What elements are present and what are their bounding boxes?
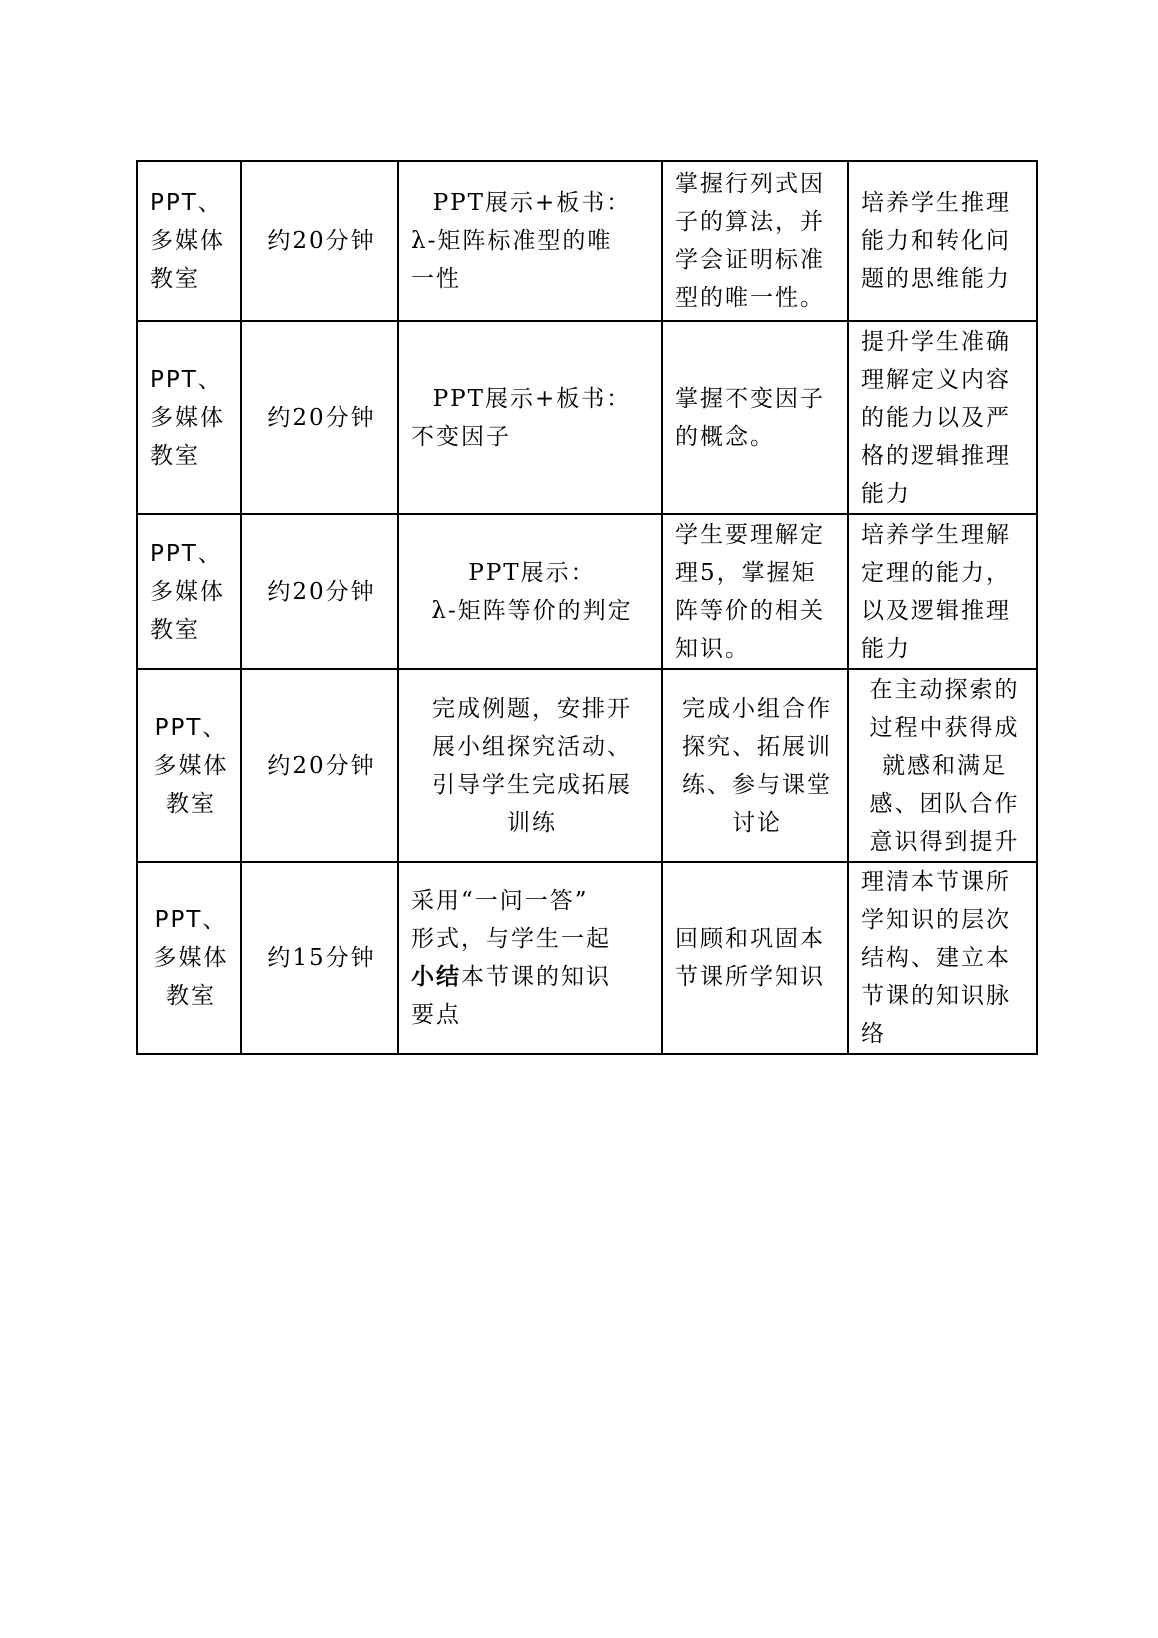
student-activity-cell	[662, 862, 848, 1054]
goal-line: 在主动探索的	[869, 676, 1020, 703]
student-line: 子的算法，并	[675, 209, 825, 235]
resource-line: PPT、	[150, 540, 223, 567]
resource-line: 多媒体	[150, 578, 225, 605]
goal-line: 络	[861, 1021, 886, 1047]
activity-line: 完成例题，安排开	[432, 695, 632, 722]
resource-line: 教室	[166, 790, 216, 817]
resource-cell	[137, 161, 241, 321]
resource-line: 多媒体	[150, 228, 225, 254]
resource-cell	[137, 321, 241, 514]
resource-cell	[137, 514, 241, 669]
student-line: 型的唯一性。	[675, 285, 825, 311]
goal-line: 定理的能力，	[861, 559, 1011, 586]
resource-line: 多媒体	[150, 404, 225, 431]
goal-line: 提升学生准确	[861, 328, 1011, 355]
activity-line: 训练	[507, 809, 557, 836]
lesson-plan-table	[136, 160, 1038, 1055]
activity-line: 形式，与学生一起	[411, 926, 611, 952]
student-activity-cell	[662, 321, 848, 514]
resource-cell	[137, 669, 241, 862]
student-line: 完成小组合作	[682, 695, 832, 722]
table-row	[137, 862, 1037, 1054]
activity-line: λ-矩阵等价的判定	[431, 597, 633, 624]
goal-line: 以及逻辑推理	[861, 597, 1011, 624]
goal-line: 能力和转化问	[861, 228, 1011, 254]
student-line: 理5，掌握矩	[675, 559, 817, 586]
bold-summary-text: 小结	[411, 963, 461, 990]
goal-line: 能力	[861, 480, 911, 507]
student-line: 阵等价的相关	[675, 597, 825, 624]
goal-cell	[848, 514, 1037, 669]
table-row	[137, 669, 1037, 862]
goal-line: 过程中获得成	[869, 714, 1020, 741]
duration-text: 约20分钟	[267, 578, 376, 605]
activity-line: 展小组探究活动、	[432, 733, 632, 760]
duration-cell	[241, 669, 398, 862]
activity-line: 不变因子	[411, 423, 511, 450]
goal-line: 理清本节课所	[861, 869, 1011, 895]
activity-cell	[398, 161, 662, 321]
goal-cell	[848, 321, 1037, 514]
student-line: 掌握行列式因	[675, 171, 825, 197]
resource-line: 教室	[150, 616, 200, 643]
activity-line: 采用“一问一答”	[411, 888, 589, 914]
resource-line: 多媒体	[153, 752, 229, 779]
resource-line: 教室	[166, 983, 216, 1009]
resource-cell	[137, 862, 241, 1054]
goal-line: 学知识的层次	[861, 907, 1011, 933]
resource-line: PPT、	[150, 366, 223, 393]
student-line: 学生要理解定	[675, 521, 825, 548]
duration-text: 约20分钟	[267, 228, 376, 254]
duration-text: 约15分钟	[267, 945, 376, 971]
student-activity-cell	[662, 669, 848, 862]
goal-line: 能力	[861, 635, 911, 662]
resource-line: 教室	[150, 266, 200, 292]
activity-text: 本节课的知识	[461, 964, 611, 990]
goal-line: 培养学生理解	[861, 521, 1011, 548]
resource-line: PPT、	[154, 714, 228, 741]
goal-cell	[848, 862, 1037, 1054]
goal-line: 格的逻辑推理	[861, 442, 1011, 469]
table-row	[137, 321, 1037, 514]
activity-cell	[398, 514, 662, 669]
goal-line: 理解定义内容	[861, 366, 1011, 393]
resource-line: 教室	[150, 442, 200, 469]
activity-line: 引导学生完成拓展	[432, 771, 632, 798]
student-line: 掌握不变因子	[675, 385, 825, 412]
activity-line: 要点	[411, 1002, 461, 1028]
student-activity-cell	[662, 514, 848, 669]
activity-line: 一性	[411, 266, 461, 292]
student-line: 练、参与课堂	[682, 771, 832, 798]
student-activity-cell	[662, 161, 848, 321]
table-row	[137, 161, 1037, 321]
goal-line: 就感和满足	[882, 752, 1007, 779]
activity-line: PPT展示：	[468, 559, 596, 586]
goal-line: 的能力以及严	[861, 404, 1011, 431]
student-line: 知识。	[675, 635, 750, 662]
goal-line: 培养学生推理	[861, 190, 1011, 216]
student-line: 学会证明标准	[675, 247, 825, 273]
resource-line: 多媒体	[153, 945, 229, 971]
duration-text: 约20分钟	[267, 404, 376, 431]
goal-line: 感、团队合作	[869, 790, 1020, 817]
resource-line: PPT、	[150, 190, 223, 216]
table-row	[137, 514, 1037, 669]
activity-cell	[398, 862, 662, 1054]
duration-cell	[241, 321, 398, 514]
duration-cell	[241, 161, 398, 321]
activity-line: PPT展示+板书：	[432, 190, 632, 216]
activity-line	[411, 958, 653, 996]
duration-cell	[241, 862, 398, 1054]
goal-line: 结构、建立本	[861, 945, 1011, 971]
goal-line: 题的思维能力	[861, 266, 1011, 292]
activity-cell	[398, 669, 662, 862]
activity-line: PPT展示+板书：	[432, 385, 632, 412]
goal-line: 节课的知识脉	[861, 983, 1011, 1009]
goal-cell	[848, 161, 1037, 321]
goal-line: 意识得到提升	[869, 828, 1020, 855]
student-line: 节课所学知识	[675, 964, 825, 990]
activity-cell	[398, 321, 662, 514]
activity-line: λ-矩阵标准型的唯	[411, 228, 613, 254]
goal-cell	[848, 669, 1037, 862]
student-line: 回顾和巩固本	[675, 926, 825, 952]
student-line: 的概念。	[675, 423, 775, 450]
resource-line: PPT、	[154, 907, 228, 933]
duration-cell	[241, 514, 398, 669]
student-line: 探究、拓展训	[682, 733, 832, 760]
student-line: 讨论	[732, 809, 782, 836]
duration-text: 约20分钟	[267, 752, 376, 779]
